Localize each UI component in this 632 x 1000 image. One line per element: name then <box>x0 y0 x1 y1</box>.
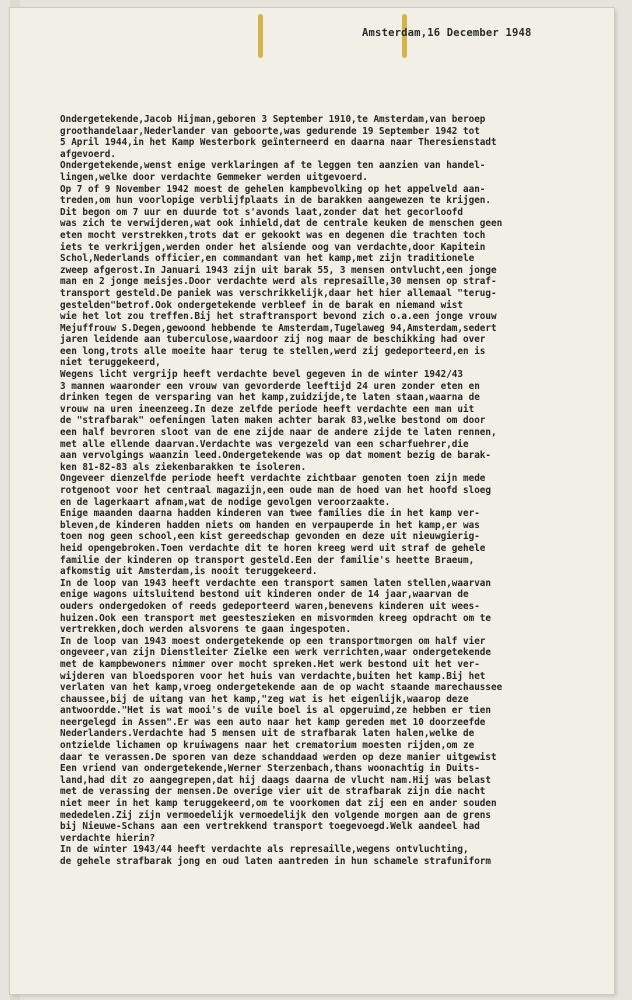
text-line: wijderen van bloedsporen voor het huis van verdachte,buiten het kamp.Bij het <box>60 670 486 682</box>
text-line: de gehele strafbarak jong en oud laten aantreden in hun schamele strafuniform <box>60 856 491 867</box>
text-line: niet meer in het kamp teruggekeerd,om te voorkomen dat zij een en ander souden <box>60 798 497 810</box>
text-line: verlaten van het kamp,vroeg ondergetekende aan de op wacht staande marechaussee <box>60 682 503 694</box>
text-line: afgevoerd. <box>60 148 116 160</box>
text-line: treden,om hun voorlopige verblijfplaats in de barakken aangewezen te krijgen. <box>60 195 491 207</box>
text-line: vertrekken,doch werden alsvorens te gaan ingespoten. <box>60 624 352 636</box>
text-line: antwoordde."Het is wat mooi's de vuile boel is al opgeruimd,ze hebben er tien <box>60 705 491 717</box>
document-date: Amsterdam,16 December 1948 <box>362 27 532 39</box>
text-line: ongeveer,van zijn Dienstleiter Zielke een werk verrichten,waar ondergetekende <box>60 647 491 659</box>
text-line: groothandelaar,Nederlander van geboorte,was gedurende 19 September 1942 tot <box>60 125 480 137</box>
text-line: In de loop van 1943 heeft verdachte een transport samen laten stellen,waarvan <box>60 577 491 589</box>
text-line: man en 2 jonge meisjes.Door verdachte werd als represaille,30 mensen op straf- <box>60 276 497 288</box>
text-line: afkomstig uit Amsterdam,is nooit teruggekeerd. <box>60 566 318 578</box>
text-line: enige wagons uitsluitend bestond uit kinderen onder de 14 jaar,waarvan de <box>60 589 469 601</box>
text-line: chaussee,bij de uitang van het kamp,"zeg wat is het eigenlijk,waarop deze <box>60 693 469 705</box>
text-line: Ongeveer dienzelfde periode heeft verdachte zichtbaar genoten toen zijn mede <box>60 473 486 485</box>
text-line: jaren leidende aan tuberculose,waardoor zij nog maar de beschikking had over <box>60 334 486 346</box>
text-line: Dit begon om 7 uur en duurde tot s'avonds laat,zonder dat het gecorloofd <box>60 206 463 218</box>
text-line: met de kampbewoners nimmer over mocht spreken.Het werk bestond uit het ver- <box>60 658 480 670</box>
text-line: Nederlanders.Verdachte had 5 mensen uit de strafbarak laten halen,welke de <box>60 728 475 740</box>
text-line: Enige maanden daarna hadden kinderen van twee families die in het kamp ver- <box>60 508 480 520</box>
text-line: huizen.Ook een transport met geesteszieken en misvormden kreeg opdracht om te <box>60 612 491 624</box>
text-line: en de lagerkaart afnam,wat de nodige gevolgen veroorzaakte. <box>60 496 391 508</box>
text-line: Ondergetekende,wenst enige verklaringen af te leggen ten aanzien van handel- <box>60 160 486 172</box>
text-line: In de loop van 1943 moest ondergetekende op een transportmorgen om half vier <box>60 635 486 647</box>
text-line: vrouw na uren ineenzeeg.In deze zelfde periode heeft verdachte een man uit <box>60 403 475 415</box>
text-line: In de winter 1943/44 heeft verdachte als represaille,wegens ontvluchting, <box>60 844 469 856</box>
text-line: rotgenoot voor het centraal magazijn,een oude man de hoed van het hoofd sloeg <box>60 485 491 496</box>
text-line: Wegens licht vergrijp heeft verdachte bevel gegeven in de winter 1942/43 <box>60 369 463 381</box>
text-line: gestelden"betrof.Ook ondergetekende verbleef in de barak en niemand wist <box>60 299 463 311</box>
text-line: wie het lot zou treffen.Bij het straftransport bevond zich o.a.een jonge vrouw <box>60 311 497 323</box>
text-line: transport gesteld.De paniek was verschrikkelijk,daar het hier allemaal "terug- <box>60 287 497 299</box>
text-line: drinken tegen de versparing van het kamp,zuidzijde,te laten staan,waarna de <box>60 392 480 404</box>
text-line: met alle ellende daarvan.Verdachte was vergezeld van een scharfuehrer,die <box>60 438 469 450</box>
text-line: mededelen.Zij zijn vermoedelijk vermoedelijk den volgende morgen aan de grens <box>60 809 491 821</box>
text-line: neergelegd in Assen".Er was een auto naar het kamp gereden met 10 doorzeefde <box>60 716 486 728</box>
text-line: een long,trots alle moeite haar terug te stellen,werd zij gedeporteerd,en is <box>60 345 486 357</box>
text-line: 3 mannen waaronder een vrouw van gevorderde leeftijd 24 uren zonder eten en <box>60 380 480 392</box>
text-line: bleven,de kinderen hadden niets om handen en verpauperde in het kamp,er was <box>60 519 480 531</box>
text-line: heid opengebroken.Toen verdachte dit te horen kreeg werd uit straf de gehele <box>60 542 486 554</box>
text-line: eten mocht verstrekken,trots dat er gekookt was en degenen die trachten toch <box>60 229 486 241</box>
text-line: Schol,Nederlands officier,en commandant van het kamp,met zijn traditionele <box>60 253 475 265</box>
text-line: aan vervolgings waanzin leed.Ondergetekende was op dat moment bezig de barak- <box>60 450 491 462</box>
document-body <box>60 114 600 868</box>
text-line: Een vriend van ondergetekende,Werner Sterzenbach,thans woonachtig in Duits- <box>60 763 480 775</box>
text-line: was zich te verwijderen,wat ook inhield,dat de centrale keuken de menschen geen <box>60 218 503 230</box>
text-line: niet teruggekeerd, <box>60 357 161 369</box>
text-line: toen nog geen school,een kist gereedschap gevonden en deze uit nieuwgierig- <box>60 531 480 543</box>
text-line: met de verassing der mensen.De overige vier uit de strafbarak zijn die nacht <box>60 786 486 798</box>
staple-mark <box>258 14 263 58</box>
text-line: zweep afgerost.In Januari 1943 zijn uit barak 55, 3 mensen ontvlucht,een jonge <box>60 264 497 276</box>
text-line: ouders ondergedoken of reeds gedeporteerd waren,benevens kinderen uit wees- <box>60 600 480 612</box>
text-line: land,had dit zo aangegrepen,dat hij daags daarna de vlucht nam.Hij was belast <box>60 774 491 786</box>
text-line: lingen,welke door verdachte Gemmeker werden uitgevoerd. <box>60 171 368 183</box>
text-line: ken 81-82-83 als ziekenbarakken te isoleren. <box>60 461 307 473</box>
text-line: verdachte hierin? <box>60 832 156 844</box>
text-line: 5 April 1944,in het Kamp Westerbork geïnterneerd en daarna naar Theresienstadt <box>60 137 497 149</box>
text-line: een half bevroren sloot van de ene zijde naar de andere zijde te laten rennen, <box>60 427 497 439</box>
text-line: daar te verassen.De sporen van deze schanddaad werden op deze manier uitgewist <box>60 751 497 763</box>
text-line: familie der kinderen op transport gesteld.Een der familie's heette Braeum, <box>60 554 475 566</box>
text-line: bij Nieuwe-Schans aan een vertrekkend transport toegevoegd.Welk aandeel had <box>60 821 480 833</box>
text-line: Op 7 of 9 November 1942 moest de gehelen kampbevolking op het appelveld aan- <box>60 183 486 195</box>
text-line: Mejuffrouw S.Degen,gewoond hebbende te Amsterdam,Tugelaweg 94,Amsterdam,sedert <box>60 322 497 334</box>
text-line: Ondergetekende,Jacob Hijman,geboren 3 September 1910,te Amsterdam,van beroep <box>60 114 486 125</box>
text-line: iets te verkrijgen,werden onder het alsiende oog van verdachte,door Kapitein <box>60 241 486 253</box>
text-line: de "strafbarak" oefeningen laten maken achter barak 83,welke bestond om door <box>60 415 486 427</box>
text-line: ontzielde lichamen op kruiwagens naar het crematorium moesten rijden,om ze <box>60 740 475 752</box>
